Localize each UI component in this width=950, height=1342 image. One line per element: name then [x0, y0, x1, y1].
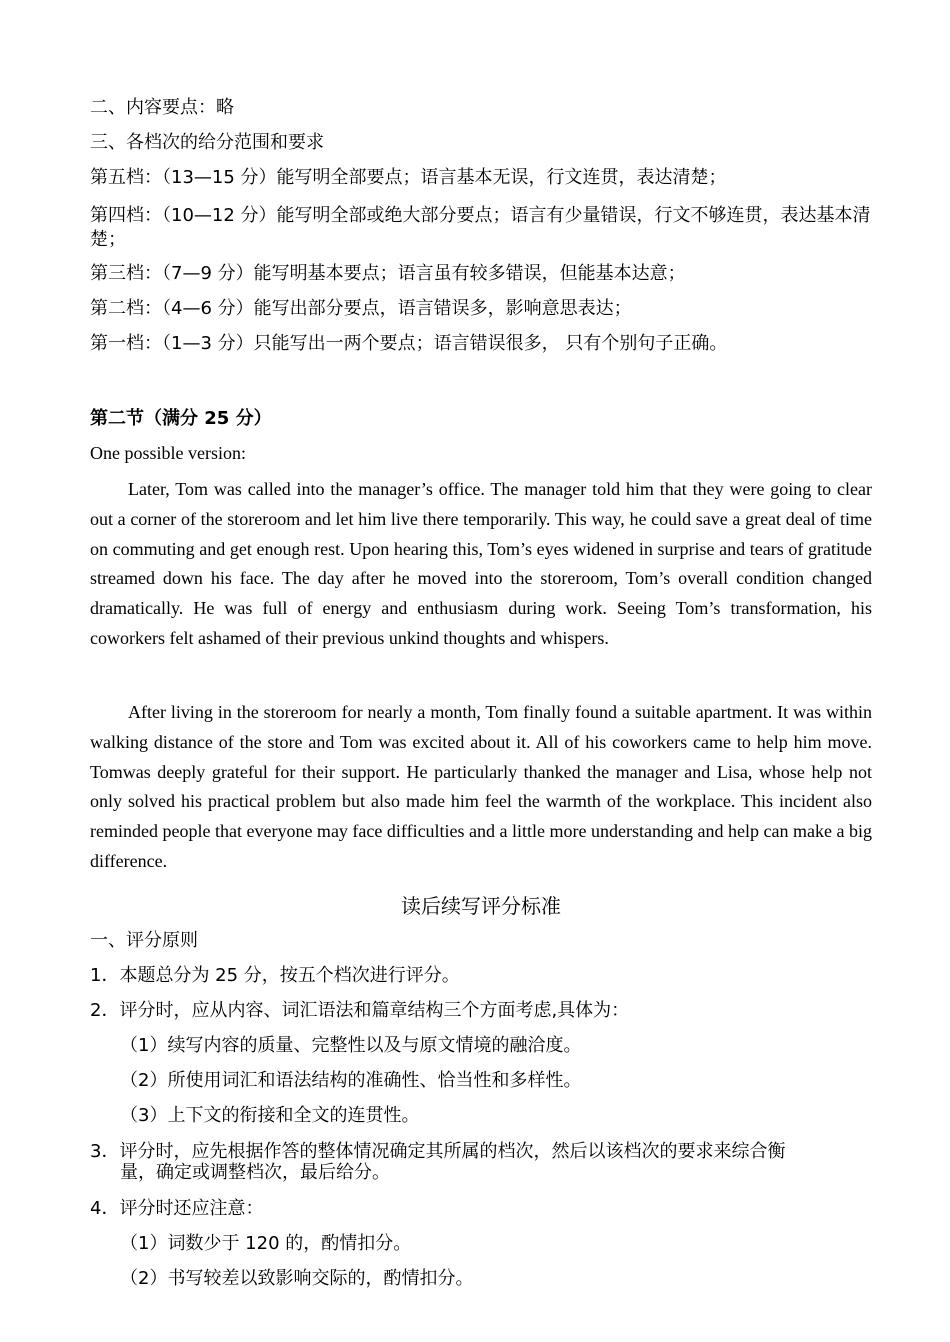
criteria-title: 读后续写评分标准 [401, 894, 561, 918]
grade-5-line: 第五档：（13—15 分）能写明全部要点；语言基本无误，行文连贯，表达清楚； [90, 167, 727, 188]
section-two-heading: 第二节（满分 25 分） [90, 408, 272, 429]
possible-version-label: One possible version: [90, 443, 246, 463]
criteria-item-3-continued: 量，确定或调整档次，最后给分。 [120, 1162, 390, 1183]
principle-heading: 一、评分原则 [90, 930, 198, 951]
criteria-subitem-2: （2）所使用词汇和语法结构的准确性、恰当性和多样性。 [120, 1070, 582, 1091]
grade-4-line: 第四档：（10—12 分）能写明全部或绝大部分要点；语言有少量错误，行文不够连贯，表达基本清楚； [90, 205, 871, 250]
essay-paragraph-1: Later, Tom was called into the manager’s office. The manager told him that they were going to clear out a corner of the storeroom and let him live there temporarily. This way, he could save a great deal of time on commuting and get enough rest. Upon hearing this, Tom’s eyes widened in surprise and tears of gratitude streamed down his face. The day after he moved into the storeroom, Tom’s overall condition changed dramatically. He was full of energy and enthusiasm during work. Seeing Tom’s transformation, his coworkers felt ashamed of their previous unkind thoughts and whispers. [90, 479, 872, 648]
criteria-subitem-1: （1）续写内容的质量、完整性以及与原文情境的融洽度。 [120, 1035, 582, 1056]
content-points-line: 二、内容要点：略 [90, 97, 234, 118]
grade-2-line: 第二档：（4—6 分）能写出部分要点，语言错误多，影响意思表达； [90, 298, 632, 319]
essay-paragraph-2: After living in the storeroom for nearly a month, Tom finally found a suitable apartment. It was within walking distance of the store and Tom was excited about it. All of his coworkers came to help him move. Tomwas deeply grateful for their support. He particularly thanked the manager and Lisa, whose help not only solved his practical problem but also made him feel the warmth of the workplace. This incident also reminded people that everyone may face difficulties and a little more understanding and help can make a big difference. [90, 702, 872, 871]
criteria-item-2: 2．评分时，应从内容、词汇语法和篇章结构三个方面考虑,具体为： [90, 1000, 630, 1021]
criteria-item-4: 4．评分时还应注意： [90, 1198, 264, 1219]
criteria-item-4-sub-2: （2）书写较差以致影响交际的，酌情扣分。 [120, 1268, 474, 1289]
criteria-item-4-sub-1: （1）词数少于 120 的，酌情扣分。 [120, 1233, 412, 1254]
grade-1-line: 第一档：（1—3 分）只能写出一两个要点；语言错误很多， 只有个别句子正确。 [90, 333, 728, 354]
criteria-item-1: 1．本题总分为 25 分，按五个档次进行评分。 [90, 965, 460, 986]
criteria-subitem-3: （3）上下文的衔接和全文的连贯性。 [120, 1105, 420, 1126]
grade-requirements-heading: 三、各档次的给分范围和要求 [90, 132, 324, 153]
criteria-item-3: 3．评分时，应先根据作答的整体情况确定其所属的档次，然后以该档次的要求来综合衡 [90, 1141, 786, 1162]
grade-3-line: 第三档：（7—9 分）能写明基本要点；语言虽有较多错误，但能基本达意； [90, 263, 686, 284]
